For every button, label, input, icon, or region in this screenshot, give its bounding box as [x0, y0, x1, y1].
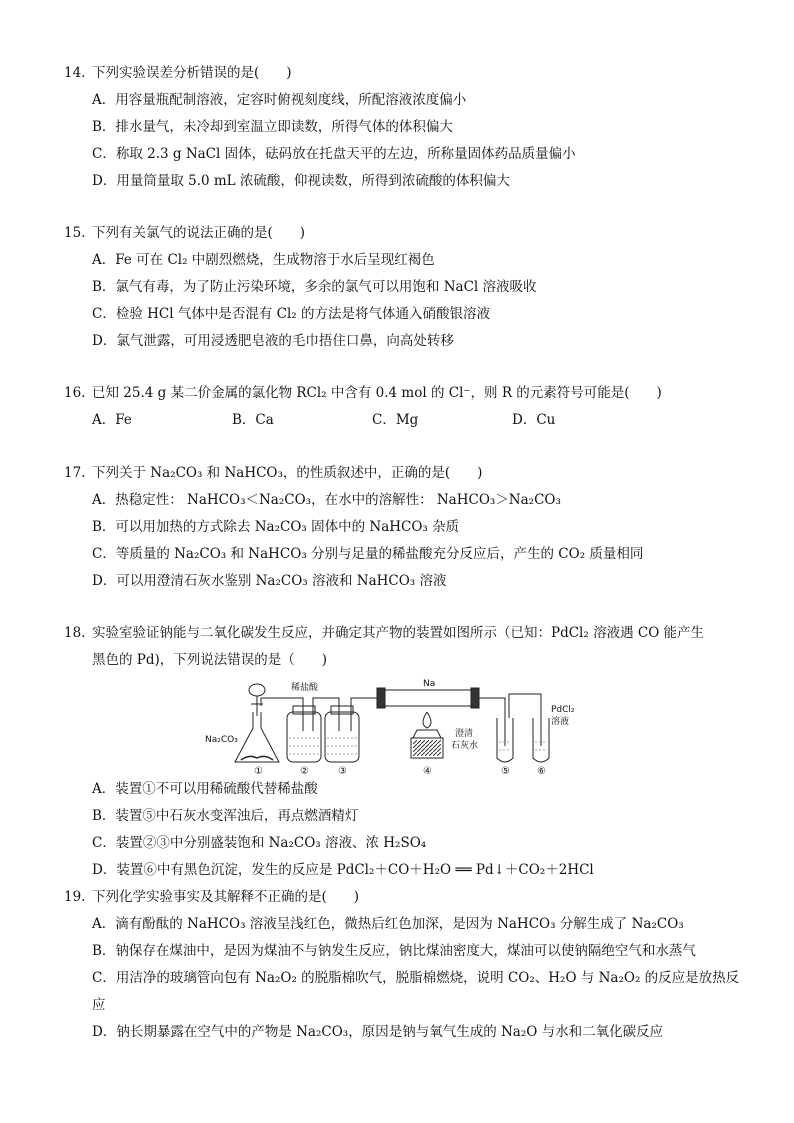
question-number: 15. — [64, 225, 86, 241]
question-stem — [64, 460, 744, 487]
option-a: A．滴有酚酞的 NaHCO₃ 溶液呈浅红色，微热后红色加深，是因为 NaHCO₃ 分解生成了 Na₂CO₃ — [92, 916, 684, 932]
option-c: C．Mg — [372, 412, 419, 428]
question-stem — [64, 380, 744, 407]
option-c: C．等质量的 Na₂CO₃ 和 NaHCO₃ 分别与足量的稀盐酸充分反应后，产生的 CO₂ 质量相同 — [92, 546, 644, 562]
question-stem — [64, 620, 744, 647]
option-b: B．氯气有毒，为了防止污染环境，多余的氯气可以用饱和 NaCl 溶液吸收 — [92, 279, 537, 295]
wash-bottle-2 — [287, 712, 321, 762]
option-a: A．Fe — [92, 412, 132, 428]
option-d: D．装置⑥中有黑色沉淀，发生的反应是 PdCl₂＋CO＋H₂O ══ Pd↓＋CO₂＋2HCl — [92, 862, 594, 878]
marker-4: ④ — [423, 766, 432, 777]
option-d: D．用量筒量取 5.0 mL 浓硫酸，仰视读数，所得到浓硫酸的体积偏大 — [92, 173, 510, 189]
label-pdcl2-2: 溶液 — [551, 717, 570, 727]
option-c: C．称取 2.3 g NaCl 固体，砝码放在托盘天平的左边，所称量固体药品质量偏小 — [92, 146, 576, 162]
option-d: D．氯气泄露，可用浸透肥皂液的毛巾捂住口鼻，向高处转移 — [92, 333, 454, 349]
alcohol-lamp — [413, 730, 441, 738]
options-row — [64, 407, 744, 434]
marker-5: ⑤ — [501, 766, 510, 777]
question-text-line2: 黑色的 Pd)，下列说法错误的是（ ) — [92, 652, 328, 668]
option-d: D．Cu — [512, 412, 556, 428]
label-pdcl2-1: PdCl₂ — [551, 705, 575, 715]
option-b: B．钠保存在煤油中，是因为煤油不与钠发生反应，钠比煤油密度大，煤油可以使钠隔绝空气和水蒸气 — [92, 943, 696, 959]
question-text: 下列化学实验事实及其解释不正确的是( ) — [92, 889, 360, 905]
option-b: B．装置⑤中石灰水变浑浊后，再点燃酒精灯 — [92, 808, 359, 824]
marker-2: ② — [300, 766, 309, 777]
marker-6: ⑥ — [537, 766, 546, 777]
wash-bottle-3 — [325, 712, 359, 762]
question-18-options — [64, 776, 744, 884]
question-18 — [64, 620, 744, 674]
question-stem — [64, 884, 744, 911]
option-a: A．装置①不可以用稀硫酸代替稀盐酸 — [92, 781, 318, 797]
option-a: A．热稳定性： NaHCO₃＜Na₂CO₃，在水中的溶解性： NaHCO₃＞Na₂CO₃ — [92, 492, 561, 508]
apparatus-diagram — [205, 676, 575, 777]
option-b: B．Ca — [232, 412, 274, 428]
question-15 — [64, 220, 744, 355]
option-a: A．Fe 可在 Cl₂ 中剧烈燃烧，生成物溶于水后呈现红褐色 — [92, 252, 435, 268]
apparatus-figure — [205, 676, 575, 777]
question-text: 已知 25.4 g 某二价金属的氯化物 RCl₂ 中含有 0.4 mol 的 Cl⁻，则 R 的元素符号可能是( ) — [92, 385, 662, 401]
question-19 — [64, 884, 744, 1046]
question-number: 14. — [64, 65, 86, 81]
label-na2co3: Na₂CO₃ — [205, 735, 238, 745]
question-stem — [64, 220, 744, 247]
label-limewater-1: 澄清 — [455, 729, 474, 739]
option-c: C．用洁净的玻璃管向包有 Na₂O₂ 的脱脂棉吹气，脱脂棉燃烧，说明 CO₂、H₂O 与 Na₂O₂ 的反应是放热反应 — [92, 970, 740, 1013]
question-number: 19. — [64, 889, 86, 905]
solid-pieces — [241, 756, 273, 760]
question-16 — [64, 380, 744, 434]
question-stem — [64, 60, 744, 87]
option-b: B．排水量气，未冷却到室温立即读数，所得气体的体积偏大 — [92, 119, 453, 135]
label-na: Na — [423, 679, 436, 689]
option-c: C．装置②③中分别盛装饱和 Na₂CO₃ 溶液、浓 H₂SO₄ — [92, 835, 427, 851]
label-limewater-2: 石灰水 — [451, 741, 479, 751]
marker-3: ③ — [338, 766, 347, 777]
question-text-line1: 实验室验证钠能与二氧化碳发生反应，并确定其产物的装置如图所示（已知：PdCl₂ 溶液遇 CO 能产生 — [92, 625, 705, 641]
question-17 — [64, 460, 744, 595]
question-number: 18. — [64, 625, 86, 641]
question-number: 16. — [64, 385, 86, 401]
reaction-tube — [383, 690, 473, 706]
option-d: D．可以用澄清石灰水鉴别 Na₂CO₃ 溶液和 NaHCO₃ 溶液 — [92, 573, 447, 589]
question-text: 下列有关氯气的说法正确的是( ) — [92, 225, 306, 241]
option-a: A．用容量瓶配制溶液，定容时俯视刻度线，所配溶液浓度偏小 — [92, 92, 467, 108]
conical-flask — [235, 712, 279, 762]
option-c: C．检验 HCl 气体中是否混有 Cl₂ 的方法是将气体通入硝酸银溶液 — [92, 306, 490, 322]
marker-1: ① — [254, 766, 263, 777]
option-d: D．钠长期暴露在空气中的产物是 Na₂CO₃，原因是钠与氧气生成的 Na₂O 与水和二氧化碳反应 — [92, 1024, 664, 1040]
question-text: 下列关于 Na₂CO₃ 和 NaHCO₃，的性质叙述中，正确的是( ) — [92, 465, 483, 481]
option-b: B．可以用加热的方式除去 Na₂CO₃ 固体中的 NaHCO₃ 杂质 — [92, 519, 460, 535]
dropping-funnel-icon — [249, 684, 265, 696]
question-14 — [64, 60, 744, 195]
question-number: 17. — [64, 465, 86, 481]
question-text: 下列实验误差分析错误的是( ) — [92, 65, 292, 81]
label-acid: 稀盐酸 — [291, 683, 319, 693]
flame-icon — [423, 712, 431, 728]
